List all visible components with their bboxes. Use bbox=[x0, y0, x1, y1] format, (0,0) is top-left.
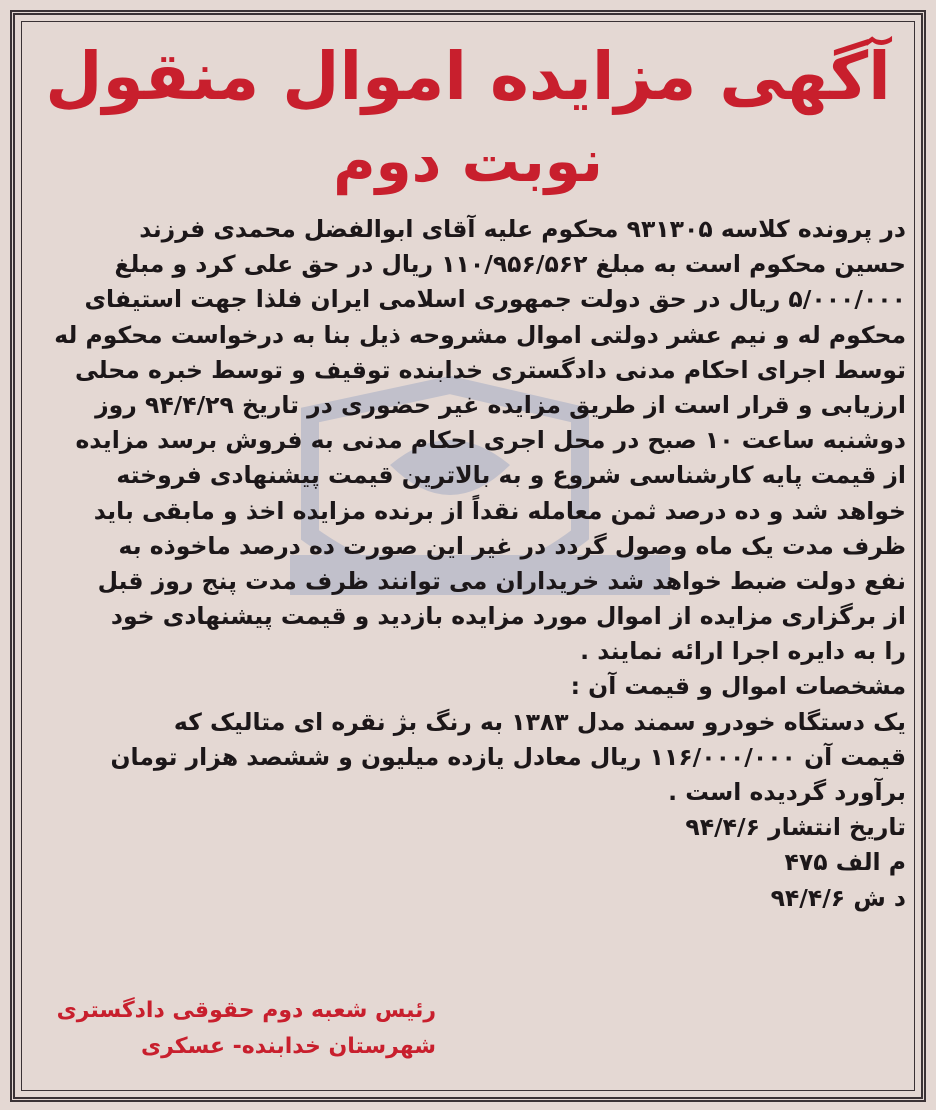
body-line: یک دستگاه خودرو سمند مدل ۱۳۸۳ به رنگ بژ نقره ای متالیک که bbox=[173, 707, 906, 736]
body-line: ۵/۰۰۰/۰۰۰ ریال در حق دولت جمهوری اسلامی ایران فلذا جهت استیفای bbox=[84, 285, 906, 314]
body-line: دوشنبه ساعت ۱۰ صبح در محل اجری احکام مدنی به فروش برسد مزایده bbox=[75, 426, 906, 455]
body-line: محکوم له و نیم عشر دولتی اموال مشروحه ذیل بنا به درخواست محکوم له bbox=[54, 320, 906, 349]
body-line: خواهد شد و ده درصد ثمن معامله نقداً از برنده مزایده اخذ و مابقی باید bbox=[93, 496, 906, 525]
publish-date: تاریخ انتشار ۹۴/۴/۶ bbox=[685, 813, 906, 842]
body-line: از برگزاری مزایده از اموال مورد مزایده بازدید و قیمت پیشنهادی خود bbox=[110, 602, 906, 631]
notice-title: آگهی مزایده اموال منقول bbox=[45, 38, 891, 115]
body-line: توسط اجرای احکام مدنی دادگستری خدابنده توقیف و توسط خبره محلی bbox=[74, 355, 906, 384]
signature-title: رئیس شعبه دوم حقوقی دادگستری bbox=[56, 998, 436, 1023]
property-heading: مشخصات اموال و قیمت آن : bbox=[570, 672, 906, 701]
notice-subtitle: نوبت دوم bbox=[333, 127, 603, 195]
notice-body bbox=[30, 212, 906, 916]
body-line: از قیمت پایه کارشناسی شروع و به بالاترین قیمت پیشنهادی فروخته bbox=[116, 461, 906, 490]
body-line: نفع دولت ضبط خواهد شد خریداران می توانند ظرف مدت پنج روز قبل bbox=[97, 566, 906, 595]
body-line: حسین محکوم است به مبلغ ۱۱۰/۹۵۶/۵۶۲ ریال در حق علی کرد و مبلغ bbox=[114, 250, 906, 279]
reference-number: م الف ۴۷۵ bbox=[784, 848, 906, 877]
body-line: ارزیابی و قرار است از طریق مزایده غیر حضوری در تاریخ ۹۴/۴/۲۹ روز bbox=[95, 390, 906, 419]
body-line: در پرونده کلاسه ۹۳۱۳۰۵ محکوم علیه آقای ابوالفضل محمدی فرزند bbox=[139, 215, 906, 243]
signature-name: شهرستان خدابنده- عسکری bbox=[140, 1034, 436, 1059]
body-line: را به دایره اجرا ارائه نمایند . bbox=[580, 637, 906, 666]
body-line: برآورد گردیده است . bbox=[668, 778, 906, 806]
issue-date: د ش ۹۴/۴/۶ bbox=[770, 883, 906, 912]
body-line: ظرف مدت یک ماه وصول گردد در غیر این صورت ده درصد ماخوذه به bbox=[118, 531, 906, 560]
body-line: قیمت آن ۱۱۶/۰۰۰/۰۰۰ ریال معادل یازده میلیون و ششصد هزار تومان bbox=[110, 742, 906, 771]
